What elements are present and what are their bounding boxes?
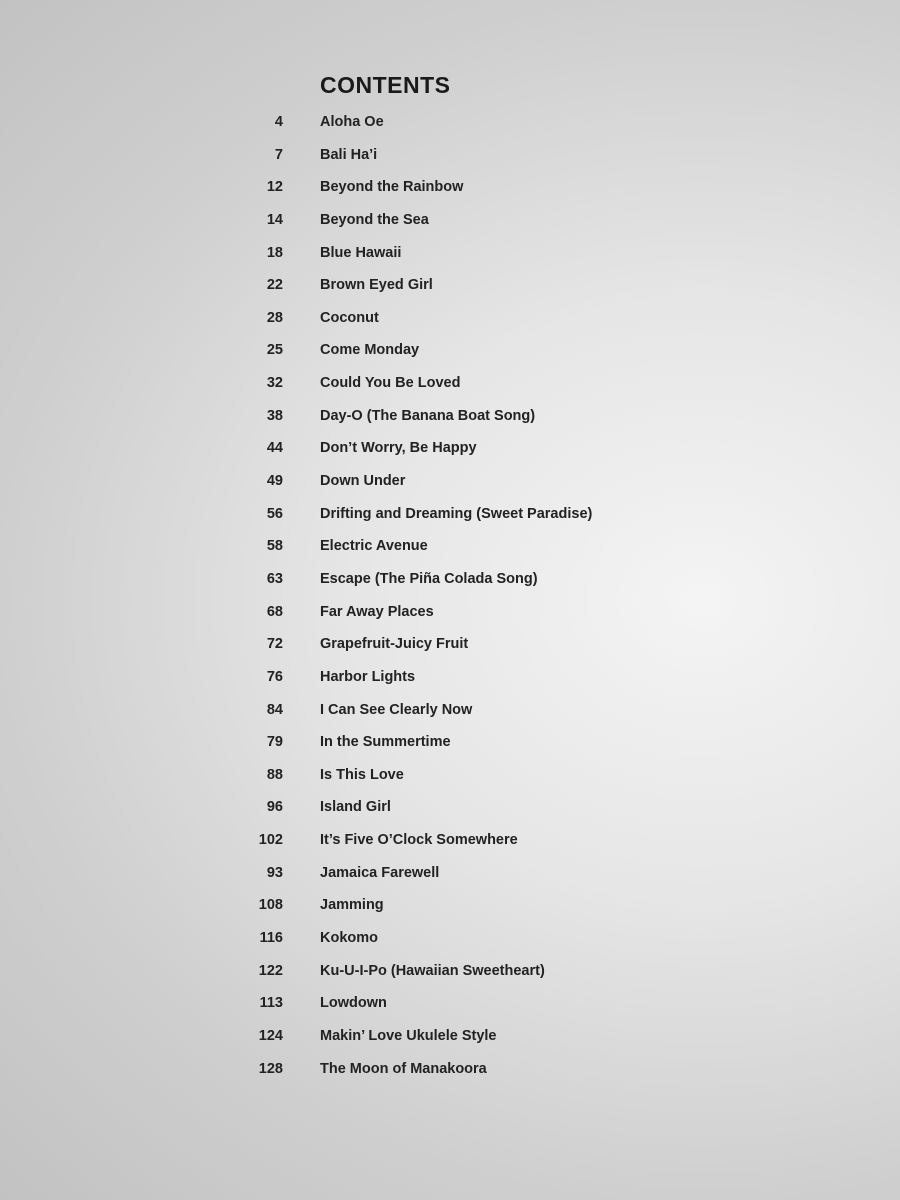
toc-song-title: Makin’ Love Ukulele Style <box>320 1027 497 1044</box>
table-of-contents <box>0 108 900 1087</box>
toc-entry <box>0 989 900 1022</box>
toc-page-number: 32 <box>266 375 283 392</box>
toc-song-title: The Moon of Manakoora <box>320 1060 487 1077</box>
toc-entry <box>0 108 900 141</box>
toc-page-number: 122 <box>258 962 283 979</box>
toc-page-number: 28 <box>266 309 283 326</box>
toc-song-title: Jamaica Farewell <box>320 864 440 881</box>
toc-entry <box>0 239 900 272</box>
toc-page-number: 68 <box>266 603 283 620</box>
toc-song-title: Grapefruit-Juicy Fruit <box>320 636 469 653</box>
toc-page-number: 79 <box>266 734 283 751</box>
toc-song-title: Is This Love <box>320 766 404 783</box>
toc-entry <box>0 826 900 859</box>
toc-entry <box>0 957 900 990</box>
toc-page-number: 88 <box>266 766 283 783</box>
toc-entry <box>0 304 900 337</box>
toc-song-title: Bali Ha’i <box>320 146 378 163</box>
toc-page-number: 18 <box>266 244 283 261</box>
toc-page-number: 56 <box>266 505 283 522</box>
toc-page-number: 14 <box>266 211 283 228</box>
toc-page-number: 58 <box>266 538 283 555</box>
toc-page-number: 76 <box>266 668 283 685</box>
toc-song-title: Don’t Worry, Be Happy <box>320 440 477 457</box>
toc-page-number: 44 <box>266 440 283 457</box>
toc-entry <box>0 924 900 957</box>
toc-entry <box>0 565 900 598</box>
toc-entry <box>0 271 900 304</box>
toc-entry <box>0 761 900 794</box>
toc-page-number: 84 <box>266 701 283 718</box>
toc-page-number: 22 <box>266 277 283 294</box>
toc-entry <box>0 728 900 761</box>
toc-song-title: Coconut <box>320 309 379 326</box>
page-title: CONTENTS <box>320 72 451 98</box>
toc-entry <box>0 206 900 239</box>
toc-song-title: Down Under <box>320 473 406 490</box>
toc-entry <box>0 402 900 435</box>
toc-page-number: 124 <box>258 1027 283 1044</box>
toc-page-number: 49 <box>266 473 283 490</box>
toc-song-title: Kokomo <box>320 930 378 947</box>
toc-entry <box>0 173 900 206</box>
toc-page-number: 12 <box>266 179 283 196</box>
toc-page-number: 38 <box>266 407 283 424</box>
toc-page-number: 96 <box>266 799 283 816</box>
toc-entry <box>0 1055 900 1088</box>
toc-song-title: Beyond the Rainbow <box>320 179 464 196</box>
toc-song-title: Island Girl <box>320 799 391 816</box>
toc-song-title: Far Away Places <box>320 603 434 620</box>
toc-entry <box>0 696 900 729</box>
toc-song-title: Aloha Oe <box>320 114 384 130</box>
toc-page-number: 108 <box>258 897 283 914</box>
toc-entry <box>0 141 900 174</box>
toc-entry <box>0 598 900 631</box>
toc-entry <box>0 532 900 565</box>
toc-entry <box>0 336 900 369</box>
toc-song-title: Electric Avenue <box>320 538 428 555</box>
toc-entry <box>0 793 900 826</box>
toc-song-title: Could You Be Loved <box>320 375 461 392</box>
toc-song-title: Blue Hawaii <box>320 244 402 261</box>
toc-page-number: 4 <box>274 114 283 130</box>
toc-entry <box>0 630 900 663</box>
toc-entry <box>0 891 900 924</box>
toc-song-title: Beyond the Sea <box>320 211 429 228</box>
toc-page-number: 72 <box>266 636 283 653</box>
toc-entry <box>0 1022 900 1055</box>
toc-page-number: 93 <box>266 864 283 881</box>
toc-song-title: Escape (The Piña Colada Song) <box>320 570 538 587</box>
toc-song-title: Lowdown <box>320 995 387 1012</box>
toc-entry <box>0 859 900 892</box>
toc-page-number: 128 <box>258 1060 283 1077</box>
toc-song-title: Brown Eyed Girl <box>320 277 433 294</box>
toc-song-title: I Can See Clearly Now <box>320 701 473 718</box>
toc-song-title: Come Monday <box>320 342 420 359</box>
toc-song-title: Jamming <box>320 897 384 914</box>
toc-song-title: Day-O (The Banana Boat Song) <box>320 407 536 424</box>
toc-song-title: In the Summertime <box>320 734 451 751</box>
toc-page-number: 63 <box>266 570 283 587</box>
toc-entry <box>0 467 900 500</box>
toc-page-number: 7 <box>274 146 283 163</box>
toc-entry <box>0 500 900 533</box>
toc-song-title: Drifting and Dreaming (Sweet Paradise) <box>320 505 593 522</box>
toc-entry <box>0 369 900 402</box>
toc-entry <box>0 663 900 696</box>
toc-page-number: 113 <box>259 995 283 1012</box>
toc-page-number: 25 <box>266 342 283 359</box>
toc-song-title: It’s Five O’Clock Somewhere <box>320 832 518 849</box>
toc-song-title: Harbor Lights <box>320 668 416 685</box>
toc-entry <box>0 434 900 467</box>
toc-page-number: 116 <box>259 930 283 947</box>
toc-song-title: Ku-U-I-Po (Hawaiian Sweetheart) <box>320 962 545 979</box>
toc-page-number: 102 <box>258 832 283 849</box>
